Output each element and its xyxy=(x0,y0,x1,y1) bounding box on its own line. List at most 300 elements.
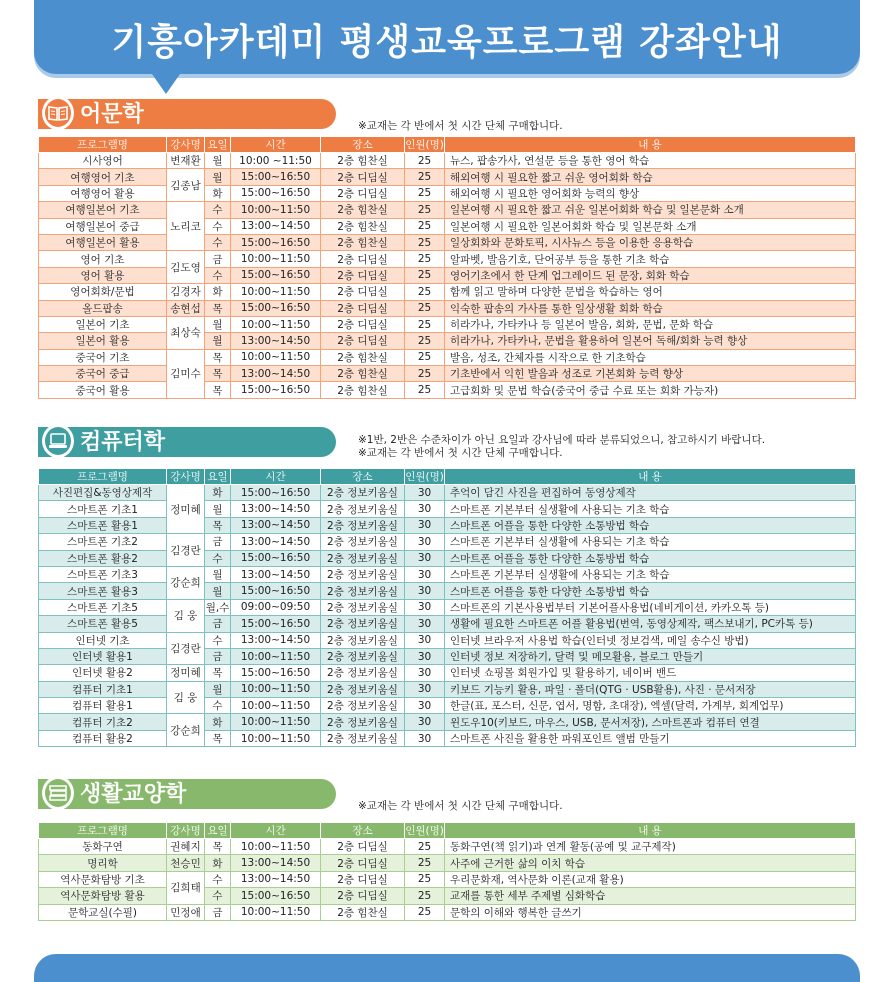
section-header xyxy=(38,776,856,810)
cell-day: 금 xyxy=(205,534,231,550)
cell-description: 윈도우10(키보드, 마우스, USB, 문서저장), 스마트폰과 컴퓨터 연결 xyxy=(445,714,856,730)
cell-capacity: 30 xyxy=(405,616,445,632)
cell-place: 2층 힘찬실 xyxy=(321,366,405,382)
cell-capacity: 30 xyxy=(405,501,445,517)
table-row xyxy=(39,169,856,185)
cell-day: 월 xyxy=(205,681,231,697)
cell-description: 일상회화와 문화토픽, 시사뉴스 등을 이용한 응용학습 xyxy=(445,234,856,250)
section-notes xyxy=(358,434,765,460)
cell-capacity: 30 xyxy=(405,730,445,746)
cell-capacity: 25 xyxy=(405,202,445,218)
cell-time: 10:00~11:50 xyxy=(231,202,321,218)
cell-instructor: 김도영 xyxy=(167,251,205,284)
cell-place: 2층 힘찬실 xyxy=(321,153,405,169)
cell-description: 스마트폰 기본부터 실생활에 사용되는 기초 학습 xyxy=(445,566,856,582)
cell-place: 2층 디딤실 xyxy=(321,267,405,283)
cell-day: 수 xyxy=(205,871,231,887)
cell-program: 중국어 기초 xyxy=(39,349,167,365)
cell-capacity: 30 xyxy=(405,714,445,730)
table-row xyxy=(39,501,856,517)
cell-place: 2층 정보키움실 xyxy=(321,730,405,746)
cell-program: 영어 활용 xyxy=(39,267,167,283)
section-note: ※교재는 각 반에서 첫 시간 단체 구매합니다. xyxy=(358,120,563,132)
table-row xyxy=(39,316,856,332)
header-place: 장소 xyxy=(321,823,405,839)
page-title: 기흥아카데미 평생교육프로그램 강좌안내 xyxy=(111,22,783,63)
cell-instructor: 김미수 xyxy=(167,349,205,398)
cell-instructor: 김종남 xyxy=(167,169,205,202)
cell-program: 일본어 활용 xyxy=(39,333,167,349)
cell-place: 2층 정보키움실 xyxy=(321,714,405,730)
table-row xyxy=(39,300,856,316)
cell-place: 2층 디딤실 xyxy=(321,169,405,185)
cell-description: 함께 읽고 말하며 다양한 문법을 학습하는 영어 xyxy=(445,284,856,300)
cell-instructor: 민정애 xyxy=(167,904,205,920)
header-time: 시간 xyxy=(231,469,321,485)
cell-time: 10:00~11:50 xyxy=(231,839,321,855)
cell-capacity: 25 xyxy=(405,855,445,871)
cell-description: 고급회화 및 문법 학습(중국어 중급 수료 또는 회화 가능자) xyxy=(445,382,856,398)
header-place: 장소 xyxy=(321,137,405,153)
cell-instructor: 변재환 xyxy=(167,153,205,169)
table-row xyxy=(39,382,856,398)
cell-program: 여행영어 활용 xyxy=(39,185,167,201)
cell-capacity: 25 xyxy=(405,904,445,920)
cell-time: 10:00~11:50 xyxy=(231,284,321,300)
cell-program: 스마트폰 기초1 xyxy=(39,501,167,517)
cell-day: 월,수 xyxy=(205,599,231,615)
cell-place: 2층 디딤실 xyxy=(321,300,405,316)
cell-program: 인터넷 활용2 xyxy=(39,665,167,681)
computer-icon xyxy=(42,424,74,458)
cell-day: 수 xyxy=(205,202,231,218)
header-program: 프로그램명 xyxy=(39,823,167,839)
book-icon xyxy=(42,96,74,130)
cell-program: 컴퓨터 기초2 xyxy=(39,714,167,730)
cell-capacity: 30 xyxy=(405,583,445,599)
cell-time: 10:00~11:50 xyxy=(231,698,321,714)
cell-instructor: 김 웅 xyxy=(167,681,205,714)
cell-description: 스마트폰 사진을 활용한 파워포인트 앨범 만들기 xyxy=(445,730,856,746)
cell-place: 2층 디딤실 xyxy=(321,871,405,887)
cell-capacity: 25 xyxy=(405,839,445,855)
cell-day: 목 xyxy=(205,517,231,533)
table-row xyxy=(39,698,856,714)
cell-time: 13:00~14:50 xyxy=(231,855,321,871)
cell-program: 컴퓨터 활용1 xyxy=(39,698,167,714)
table-header-row xyxy=(39,469,856,485)
cell-place: 2층 정보키움실 xyxy=(321,648,405,664)
cell-place: 2층 힘찬실 xyxy=(321,904,405,920)
cell-time: 15:00~16:50 xyxy=(231,234,321,250)
cell-time: 15:00~16:50 xyxy=(231,616,321,632)
section-header xyxy=(38,424,856,458)
cell-program: 명리학 xyxy=(39,855,167,871)
cell-capacity: 30 xyxy=(405,566,445,582)
cell-capacity: 25 xyxy=(405,251,445,267)
cell-description: 알파벳, 발음기호, 단어공부 등을 통한 기초 학습 xyxy=(445,251,856,267)
header-description: 내 용 xyxy=(445,137,856,153)
cell-program: 스마트폰 활용1 xyxy=(39,517,167,533)
section-title: 어문학 xyxy=(80,102,144,127)
table-header xyxy=(39,823,856,839)
cell-instructor: 김경란 xyxy=(167,534,205,567)
table-row xyxy=(39,153,856,169)
cell-day: 화 xyxy=(205,485,231,501)
cell-capacity: 25 xyxy=(405,267,445,283)
section-title: 생활교양학 xyxy=(80,782,187,807)
cell-description: 스마트폰의 기본사용법부터 기본어플사용법(네비게이션, 카카오톡 등) xyxy=(445,599,856,615)
cell-description: 익숙한 팝송의 가사를 통한 일상생활 회화 학습 xyxy=(445,300,856,316)
cell-description: 문학의 이해와 행복한 글쓰기 xyxy=(445,904,856,920)
cell-place: 2층 디딤실 xyxy=(321,185,405,201)
cell-place: 2층 힘찬실 xyxy=(321,218,405,234)
table-row xyxy=(39,251,856,267)
cell-program: 여행일본어 기초 xyxy=(39,202,167,218)
cell-time: 13:00~14:50 xyxy=(231,218,321,234)
table-row xyxy=(39,218,856,234)
cell-capacity: 30 xyxy=(405,681,445,697)
cell-program: 스마트폰 활용2 xyxy=(39,550,167,566)
cell-description: 일본여행 시 필요한 일본어회화 학습 및 일본문화 소개 xyxy=(445,218,856,234)
cell-program: 영어회화/문법 xyxy=(39,284,167,300)
cell-time: 10:00~11:50 xyxy=(231,648,321,664)
header-place: 장소 xyxy=(321,469,405,485)
cell-day: 금 xyxy=(205,616,231,632)
table-row xyxy=(39,888,856,904)
cell-time: 10:00~11:50 xyxy=(231,730,321,746)
table-row xyxy=(39,904,856,920)
cell-day: 금 xyxy=(205,251,231,267)
table-row xyxy=(39,267,856,283)
header-capacity: 인원(명) xyxy=(405,469,445,485)
header-day: 요일 xyxy=(205,823,231,839)
cell-capacity: 30 xyxy=(405,665,445,681)
cell-day: 금 xyxy=(205,648,231,664)
table-row xyxy=(39,517,856,533)
cell-instructor: 강순희 xyxy=(167,714,205,747)
cell-place: 2층 디딤실 xyxy=(321,839,405,855)
cell-place: 2층 정보키움실 xyxy=(321,550,405,566)
table-row xyxy=(39,599,856,615)
header-instructor: 강사명 xyxy=(167,469,205,485)
cell-capacity: 30 xyxy=(405,485,445,501)
course-table xyxy=(38,822,856,921)
table-row xyxy=(39,550,856,566)
cell-program: 스마트폰 기초5 xyxy=(39,599,167,615)
cell-day: 수 xyxy=(205,888,231,904)
cell-day: 수 xyxy=(205,550,231,566)
cell-capacity: 25 xyxy=(405,153,445,169)
cell-place: 2층 디딤실 xyxy=(321,284,405,300)
cell-place: 2층 정보키움실 xyxy=(321,501,405,517)
table-row xyxy=(39,648,856,664)
bottom-banner xyxy=(34,954,860,982)
table-row xyxy=(39,333,856,349)
cell-description: 발음, 성조, 간체자를 시작으로 한 기초학습 xyxy=(445,349,856,365)
cell-capacity: 25 xyxy=(405,888,445,904)
table-header-row xyxy=(39,137,856,153)
cell-capacity: 25 xyxy=(405,169,445,185)
cell-description: 키보드 기능키 활용, 파일 · 폴더(QTG · USB활용), 사진 · 문서저장 xyxy=(445,681,856,697)
header-description: 내 용 xyxy=(445,469,856,485)
header-instructor: 강사명 xyxy=(167,823,205,839)
cell-day: 월 xyxy=(205,566,231,582)
cell-day: 목 xyxy=(205,300,231,316)
table-header-row xyxy=(39,823,856,839)
cell-instructor: 김희태 xyxy=(167,871,205,904)
cell-description: 스마트폰 기본부터 실생활에 사용되는 기초 학습 xyxy=(445,534,856,550)
cell-time: 10:00~11:50 xyxy=(231,316,321,332)
table-header xyxy=(39,137,856,153)
cell-program: 역사문화탐방 기초 xyxy=(39,871,167,887)
cell-time: 13:00~14:50 xyxy=(231,366,321,382)
cell-day: 수 xyxy=(205,234,231,250)
cell-program: 중국어 활용 xyxy=(39,382,167,398)
cell-place: 2층 디딤실 xyxy=(321,888,405,904)
cell-place: 2층 디딤실 xyxy=(321,251,405,267)
cell-time: 15:00~16:50 xyxy=(231,382,321,398)
cell-place: 2층 정보키움실 xyxy=(321,566,405,582)
cell-capacity: 30 xyxy=(405,517,445,533)
cell-day: 화 xyxy=(205,714,231,730)
cell-place: 2층 힘찬실 xyxy=(321,234,405,250)
header-program: 프로그램명 xyxy=(39,469,167,485)
cell-program: 동화구연 xyxy=(39,839,167,855)
cell-place: 2층 힘찬실 xyxy=(321,349,405,365)
header-description: 내 용 xyxy=(445,823,856,839)
cell-day: 월 xyxy=(205,333,231,349)
cell-description: 인터넷 브라우저 사용법 학습(인터넷 정보검색, 메일 송수신 방법) xyxy=(445,632,856,648)
cell-program: 인터넷 기초 xyxy=(39,632,167,648)
cell-day: 목 xyxy=(205,382,231,398)
cell-description: 일본여행 시 필요한 짧고 쉬운 일본어회화 학습 및 일본문화 소개 xyxy=(445,202,856,218)
cell-capacity: 25 xyxy=(405,185,445,201)
section-note: ※교재는 각 반에서 첫 시간 단체 구매합니다. xyxy=(358,800,563,812)
cell-instructor: 김경란 xyxy=(167,632,205,665)
cell-instructor: 천승민 xyxy=(167,855,205,871)
section-note: ※1반, 2반은 수준차이가 아닌 요일과 강사님에 따라 분류되었으니, 참고하시기 바랍니다. xyxy=(358,434,766,446)
cell-description: 뉴스, 팝송가사, 연설문 등을 통한 영어 학습 xyxy=(445,153,856,169)
table-row xyxy=(39,665,856,681)
table-row xyxy=(39,632,856,648)
cell-time: 13:00~14:50 xyxy=(231,501,321,517)
cell-description: 스마트폰 어플을 통한 다양한 소통방법 학습 xyxy=(445,517,856,533)
cell-time: 13:00~14:50 xyxy=(231,566,321,582)
cell-program: 일본어 기초 xyxy=(39,316,167,332)
cell-time: 15:00~16:50 xyxy=(231,300,321,316)
books-stack-icon xyxy=(42,776,74,810)
cell-time: 10:00~11:50 xyxy=(231,349,321,365)
cell-day: 목 xyxy=(205,349,231,365)
header-instructor: 강사명 xyxy=(167,137,205,153)
table-row xyxy=(39,566,856,582)
cell-time: 10:00~11:50 xyxy=(231,904,321,920)
cell-day: 월 xyxy=(205,583,231,599)
table-row xyxy=(39,534,856,550)
cell-day: 수 xyxy=(205,632,231,648)
cell-time: 13:00~14:50 xyxy=(231,517,321,533)
cell-description: 해외여행 시 필요한 짧고 쉬운 영어회화 학습 xyxy=(445,169,856,185)
cell-description: 인터넷 쇼핑몰 회원가입 및 활용하기, 네이버 밴드 xyxy=(445,665,856,681)
section-title: 컴퓨터학 xyxy=(80,430,166,455)
cell-description: 사주에 근거한 삶의 이치 학습 xyxy=(445,855,856,871)
cell-program: 올드팝송 xyxy=(39,300,167,316)
cell-time: 15:00~16:50 xyxy=(231,485,321,501)
cell-place: 2층 디딤실 xyxy=(321,316,405,332)
table-row xyxy=(39,730,856,746)
cell-capacity: 30 xyxy=(405,550,445,566)
cell-instructor: 김경자 xyxy=(167,284,205,300)
title-banner xyxy=(34,0,860,74)
cell-instructor: 최상숙 xyxy=(167,316,205,349)
course-table xyxy=(38,468,856,747)
cell-program: 컴퓨터 기초1 xyxy=(39,681,167,697)
header-capacity: 인원(명) xyxy=(405,823,445,839)
cell-place: 2층 정보키움실 xyxy=(321,599,405,615)
table-row xyxy=(39,681,856,697)
section-header xyxy=(38,96,856,130)
cell-program: 여행일본어 활용 xyxy=(39,234,167,250)
section-note: ※교재는 각 반에서 첫 시간 단체 구매합니다. xyxy=(358,447,563,459)
cell-capacity: 25 xyxy=(405,366,445,382)
cell-description: 스마트폰 어플을 통한 다양한 소통방법 학습 xyxy=(445,550,856,566)
cell-time: 10:00~11:50 xyxy=(231,681,321,697)
cell-place: 2층 정보키움실 xyxy=(321,616,405,632)
cell-program: 스마트폰 활용3 xyxy=(39,583,167,599)
cell-time: 13:00~14:50 xyxy=(231,534,321,550)
cell-description: 생활에 필요한 스마트폰 어플 활용법(번역, 동영상제작, 팩스보내기, PC카톡 등) xyxy=(445,616,856,632)
cell-time: 15:00~16:50 xyxy=(231,888,321,904)
cell-program: 스마트폰 기초2 xyxy=(39,534,167,550)
cell-program: 문학교실(수필) xyxy=(39,904,167,920)
header-capacity: 인원(명) xyxy=(405,137,445,153)
cell-capacity: 25 xyxy=(405,316,445,332)
cell-day: 목 xyxy=(205,839,231,855)
cell-day: 월 xyxy=(205,316,231,332)
cell-instructor: 김 웅 xyxy=(167,599,205,632)
table-row xyxy=(39,485,856,501)
cell-capacity: 25 xyxy=(405,218,445,234)
cell-instructor: 정미혜 xyxy=(167,485,205,534)
table-row xyxy=(39,202,856,218)
cell-place: 2층 힘찬실 xyxy=(321,382,405,398)
table-row xyxy=(39,366,856,382)
cell-program: 역사문화탐방 활용 xyxy=(39,888,167,904)
cell-time: 09:00~09:50 xyxy=(231,599,321,615)
cell-place: 2층 힘찬실 xyxy=(321,202,405,218)
table-header xyxy=(39,469,856,485)
cell-capacity: 30 xyxy=(405,599,445,615)
cell-day: 목 xyxy=(205,366,231,382)
cell-place: 2층 정보키움실 xyxy=(321,485,405,501)
table-row xyxy=(39,714,856,730)
cell-day: 월 xyxy=(205,169,231,185)
cell-day: 화 xyxy=(205,284,231,300)
cell-program: 여행일본어 중급 xyxy=(39,218,167,234)
cell-description: 인터넷 정보 저장하기, 달력 및 메모활용, 블로그 만들기 xyxy=(445,648,856,664)
table-row xyxy=(39,185,856,201)
header-day: 요일 xyxy=(205,469,231,485)
cell-description: 스마트폰 기본부터 실생활에 사용되는 기초 학습 xyxy=(445,501,856,517)
cell-day: 화 xyxy=(205,855,231,871)
cell-day: 화 xyxy=(205,185,231,201)
cell-place: 2층 정보키움실 xyxy=(321,517,405,533)
cell-time: 15:00~16:50 xyxy=(231,583,321,599)
table-row xyxy=(39,616,856,632)
cell-day: 수 xyxy=(205,698,231,714)
cell-description: 영어기초에서 한 단계 업그레이드 된 문장, 회화 학습 xyxy=(445,267,856,283)
cell-capacity: 30 xyxy=(405,698,445,714)
cell-time: 10:00~11:50 xyxy=(231,251,321,267)
cell-program: 컴퓨터 활용2 xyxy=(39,730,167,746)
section-culture xyxy=(38,776,856,921)
cell-instructor: 송현섭 xyxy=(167,300,205,316)
table-row xyxy=(39,839,856,855)
cell-place: 2층 정보키움실 xyxy=(321,681,405,697)
cell-description: 스마트폰 어플을 통한 다양한 소통방법 학습 xyxy=(445,583,856,599)
cell-time: 13:00~14:50 xyxy=(231,871,321,887)
cell-time: 13:00~14:50 xyxy=(231,632,321,648)
cell-instructor: 권혜지 xyxy=(167,839,205,855)
cell-description: 히라가나, 가타카나, 문법을 활용하여 일본어 독해/회화 능력 향상 xyxy=(445,333,856,349)
cell-day: 목 xyxy=(205,665,231,681)
cell-day: 수 xyxy=(205,218,231,234)
cell-capacity: 30 xyxy=(405,632,445,648)
cell-capacity: 25 xyxy=(405,300,445,316)
cell-description: 해외여행 시 필요한 영어회화 능력의 향상 xyxy=(445,185,856,201)
cell-program: 인터넷 활용1 xyxy=(39,648,167,664)
cell-time: 15:00~16:50 xyxy=(231,665,321,681)
cell-description: 교재를 통한 세부 주제별 심화학습 xyxy=(445,888,856,904)
table-row xyxy=(39,234,856,250)
cell-place: 2층 디딤실 xyxy=(321,855,405,871)
cell-place: 2층 정보키움실 xyxy=(321,583,405,599)
header-day: 요일 xyxy=(205,137,231,153)
cell-program: 스마트폰 기초3 xyxy=(39,566,167,582)
cell-time: 15:00~16:50 xyxy=(231,550,321,566)
cell-place: 2층 디딤실 xyxy=(321,333,405,349)
cell-description: 동화구연(책 읽기)과 연계 활동(공예 및 교구제작) xyxy=(445,839,856,855)
cell-description: 우리문화재, 역사문화 이론(교재 활용) xyxy=(445,871,856,887)
cell-description: 기초반에서 익힌 발음과 성조로 기본회화 능력 향상 xyxy=(445,366,856,382)
cell-capacity: 30 xyxy=(405,648,445,664)
cell-capacity: 25 xyxy=(405,382,445,398)
table-row xyxy=(39,583,856,599)
cell-day: 월 xyxy=(205,501,231,517)
cell-time: 10:00~11:50 xyxy=(231,714,321,730)
cell-place: 2층 정보키움실 xyxy=(321,665,405,681)
header-program: 프로그램명 xyxy=(39,137,167,153)
cell-program: 사진편집&동영상제작 xyxy=(39,485,167,501)
cell-program: 여행영어 기초 xyxy=(39,169,167,185)
cell-capacity: 25 xyxy=(405,349,445,365)
course-table xyxy=(38,136,856,399)
cell-capacity: 30 xyxy=(405,534,445,550)
cell-day: 수 xyxy=(205,267,231,283)
cell-instructor: 강순희 xyxy=(167,566,205,599)
table-row xyxy=(39,855,856,871)
cell-program: 중국어 중급 xyxy=(39,366,167,382)
cell-capacity: 25 xyxy=(405,284,445,300)
cell-program: 스마트폰 활용5 xyxy=(39,616,167,632)
cell-place: 2층 정보키움실 xyxy=(321,632,405,648)
section-language xyxy=(38,96,856,399)
cell-description: 한글(표, 포스터, 신문, 엽서, 명함, 초대장), 엑셀(달력, 가계부, 회계업무) xyxy=(445,698,856,714)
cell-description: 히라가나, 가타카나 등 일본어 발음, 회화, 문법, 문화 학습 xyxy=(445,316,856,332)
table-row xyxy=(39,871,856,887)
cell-instructor: 정미혜 xyxy=(167,665,205,681)
